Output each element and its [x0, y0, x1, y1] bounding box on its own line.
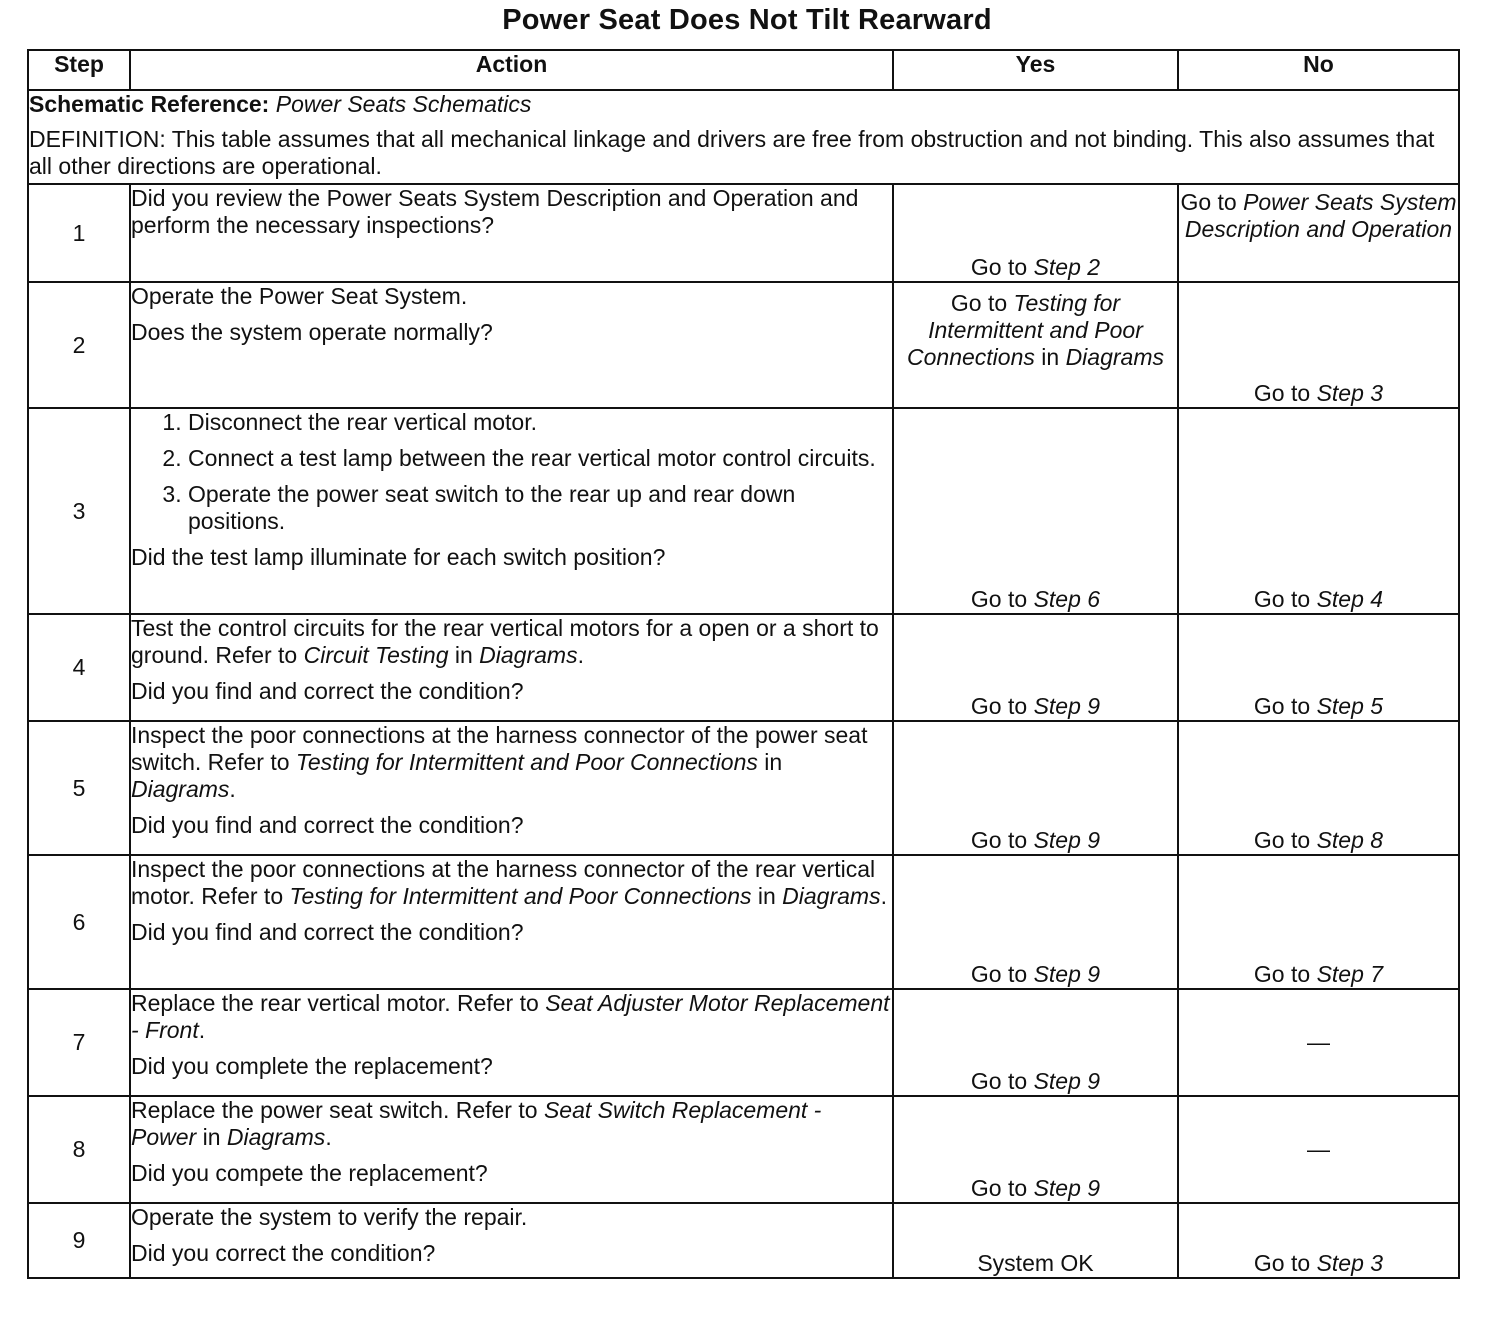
action-text-c: .: [325, 1124, 332, 1150]
action-question: Did you correct the condition?: [131, 1240, 436, 1266]
table-row: [28, 721, 1459, 855]
table-row: [28, 855, 1459, 989]
action-text: [131, 1097, 892, 1151]
step-number: 8: [28, 1096, 130, 1203]
no-cell: [1178, 855, 1459, 989]
yes-cell: [893, 1203, 1178, 1278]
action-text: Operate the system to verify the repair.: [131, 1204, 528, 1230]
yes-prefix: Go to: [950, 290, 1008, 316]
table-row: [28, 408, 1459, 614]
no-ref: Power Seats System Description and Operation: [1184, 189, 1457, 242]
action-question: Did the test lamp illuminate for each switch position?: [131, 544, 666, 570]
action-text-c: .: [880, 883, 887, 909]
diagnostic-table: [27, 49, 1460, 1279]
step-number: 6: [28, 855, 130, 989]
yes-cell: [893, 855, 1178, 989]
action-text-c: .: [229, 776, 236, 802]
table-row: [28, 1203, 1459, 1278]
yes-cell: [893, 1096, 1178, 1203]
yes-prefix: Go to: [970, 1068, 1028, 1094]
action-ref-b: Diagrams: [479, 642, 578, 668]
yes-prefix: Go to: [970, 827, 1028, 853]
action-text-a: Replace the rear vertical motor. Refer to: [131, 990, 539, 1016]
action-list: [131, 409, 892, 535]
yes-prefix: Go to: [970, 693, 1028, 719]
yes-ref: Step 9: [1033, 1175, 1101, 1201]
step-number: 3: [28, 408, 130, 614]
step-number: 5: [28, 721, 130, 855]
action-text: Did you review the Power Seats System Description and Operation and perform the necessary inspections?: [131, 185, 859, 238]
yes-cell: [893, 408, 1178, 614]
header-step: Step: [28, 50, 130, 90]
yes-cell: [893, 614, 1178, 721]
header-action: Action: [130, 50, 893, 90]
header-row: [28, 50, 1459, 90]
schematic-reference: [29, 91, 1458, 118]
yes-plain: System OK: [977, 1250, 1094, 1276]
yes-prefix: Go to: [970, 1175, 1028, 1201]
action-ref-b: Diagrams: [226, 1124, 326, 1150]
table-row: [28, 989, 1459, 1096]
no-cell: [1178, 184, 1459, 282]
action-ref-a: Seat Adjuster Motor Replacement - Front: [131, 990, 890, 1043]
schematic-label: Schematic Reference:: [29, 91, 270, 117]
no-ref: Step 4: [1316, 586, 1384, 612]
no-cell: [1178, 989, 1459, 1096]
no-cell: [1178, 1096, 1459, 1203]
table-row: [28, 614, 1459, 721]
action-cell: [130, 1203, 893, 1278]
table-row: [28, 1096, 1459, 1203]
no-ref: Step 5: [1316, 693, 1384, 719]
yes-cell: [893, 282, 1178, 408]
step-number: 4: [28, 614, 130, 721]
yes-ref: Step 2: [1033, 254, 1101, 280]
action-question: Did you find and correct the condition?: [131, 812, 524, 838]
definition-text: DEFINITION: This table assumes that all mechanical linkage and drivers are free from obstruction and not binding. This also assumes that all other directions are operational.: [29, 126, 1435, 179]
action-text: [131, 615, 892, 669]
no-prefix: Go to: [1253, 380, 1311, 406]
no-dash: —: [1307, 1029, 1330, 1055]
action-ref-a: Testing for Intermittent and Poor Connections: [295, 749, 758, 775]
action-ref-a: Circuit Testing: [303, 642, 449, 668]
action-text-a: Inspect the poor connections at the harness connector of the power seat switch. Refer to: [131, 722, 868, 775]
no-prefix: Go to: [1180, 189, 1237, 215]
no-ref: Step 3: [1316, 380, 1384, 406]
step-number: 7: [28, 989, 130, 1096]
no-cell: [1178, 282, 1459, 408]
no-ref: Step 7: [1316, 961, 1384, 987]
list-item: 2. Connect a test lamp between the rear vertical motor control circuits.: [188, 445, 892, 472]
action-text-b: in: [757, 883, 776, 909]
no-dash: —: [1307, 1136, 1330, 1162]
no-prefix: Go to: [1253, 961, 1311, 987]
yes-cell: [893, 721, 1178, 855]
action-ref-a: Seat Switch Replacement - Power: [131, 1097, 822, 1150]
action-ref-b: Diagrams: [131, 776, 230, 802]
action-text-a: Replace the power seat switch. Refer to: [131, 1097, 538, 1123]
action-question: Did you find and correct the condition?: [131, 919, 524, 945]
yes-ref: Testing for Intermittent and Poor Connections: [907, 290, 1143, 370]
action-question: Does the system operate normally?: [131, 319, 493, 345]
yes-cell: [893, 184, 1178, 282]
action-ref-a: Testing for Intermittent and Poor Connections: [289, 883, 752, 909]
no-prefix: Go to: [1253, 1250, 1311, 1276]
action-text: [131, 990, 892, 1044]
schematic-value: Power Seats Schematics: [275, 91, 532, 117]
action-cell: [130, 184, 893, 282]
action-cell: [130, 855, 893, 989]
list-item: 3. Operate the power seat switch to the rear up and rear down positions.: [188, 481, 892, 535]
action-text-b: in: [454, 642, 473, 668]
yes-ref: Step 6: [1033, 586, 1101, 612]
no-prefix: Go to: [1253, 693, 1311, 719]
action-cell: [130, 989, 893, 1096]
action-text-a: Inspect the poor connections at the harness connector of the rear vertical motor. Refer to: [131, 856, 876, 909]
no-cell: [1178, 408, 1459, 614]
action-cell: [130, 614, 893, 721]
action-ref-b: Diagrams: [782, 883, 881, 909]
yes-mid: in: [1041, 344, 1060, 370]
definition-row: [28, 90, 1459, 184]
no-ref: Step 8: [1316, 827, 1384, 853]
action-text-a: Test the control circuits for the rear vertical motors for a open or a short to ground. Refer to: [131, 615, 879, 668]
yes-ref: Step 9: [1033, 961, 1101, 987]
action-text: Operate the Power Seat System.: [131, 283, 468, 309]
no-ref: Step 3: [1316, 1250, 1384, 1276]
step-number: 9: [28, 1203, 130, 1278]
yes-prefix: Go to: [970, 961, 1028, 987]
definition-cell: [28, 90, 1459, 184]
yes-ref: Step 9: [1033, 693, 1101, 719]
action-text: [131, 722, 892, 803]
action-text: [131, 856, 892, 910]
list-item: 1. Disconnect the rear vertical motor.: [188, 409, 892, 436]
action-text-b: in: [202, 1124, 221, 1150]
yes-cell: [893, 989, 1178, 1096]
yes-prefix: Go to: [970, 586, 1028, 612]
action-question: Did you complete the replacement?: [131, 1053, 493, 1079]
action-question: Did you compete the replacement?: [131, 1160, 488, 1186]
page-title: Power Seat Does Not Tilt Rearward: [502, 4, 992, 36]
table-row: [28, 184, 1459, 282]
action-text-b: in: [764, 749, 783, 775]
no-cell: [1178, 721, 1459, 855]
step-number: 2: [28, 282, 130, 408]
header-no: No: [1178, 50, 1459, 90]
action-text-c: .: [577, 642, 584, 668]
action-cell: [130, 282, 893, 408]
yes-ref: Step 9: [1033, 1068, 1101, 1094]
no-cell: [1178, 1203, 1459, 1278]
action-cell: [130, 408, 893, 614]
action-question: Did you find and correct the condition?: [131, 678, 524, 704]
yes-ref: Step 9: [1033, 827, 1101, 853]
yes-ref2: Diagrams: [1065, 344, 1164, 370]
action-text-c: .: [198, 1017, 206, 1043]
no-prefix: Go to: [1253, 586, 1311, 612]
yes-prefix: Go to: [970, 254, 1028, 280]
no-prefix: Go to: [1253, 827, 1311, 853]
action-cell: [130, 1096, 893, 1203]
action-cell: [130, 721, 893, 855]
step-number: 1: [28, 184, 130, 282]
header-yes: Yes: [893, 50, 1178, 90]
no-cell: [1178, 614, 1459, 721]
table-row: [28, 282, 1459, 408]
